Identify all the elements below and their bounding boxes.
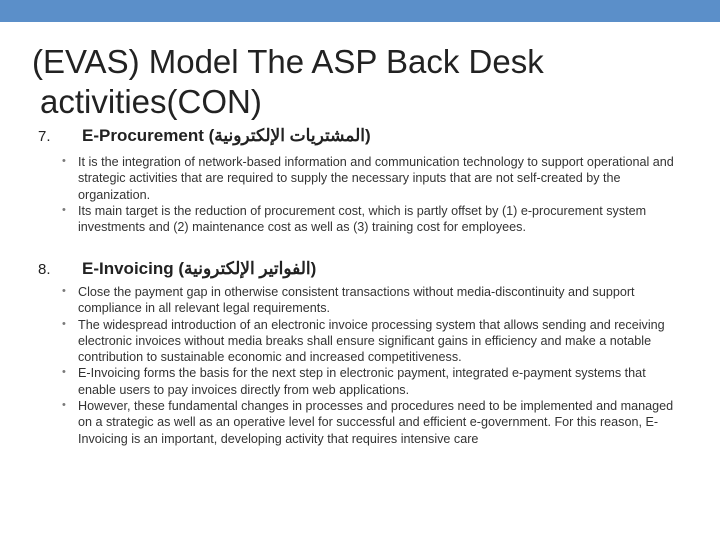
section-e-invoicing (38, 259, 316, 279)
bullet-list-e-procurement (62, 154, 682, 235)
bullet-icon: • (62, 317, 66, 330)
list-item (62, 398, 682, 447)
section-heading: E-Procurement (المشتريات الإلكترونية) (82, 126, 371, 145)
bullet-text: Its main target is the reduction of procurement cost, which is partly offset by (1) e-procurement system investments and (2) maintenance cost as well as (3) training cost for employees. (78, 203, 647, 235)
list-item (62, 203, 682, 236)
top-accent-bar (0, 0, 720, 22)
list-item (62, 154, 682, 203)
slide-title (32, 42, 672, 122)
bullet-icon: • (62, 399, 66, 412)
bullet-text: The widespread introduction of an electronic invoice processing system that allows sending and receiving electronic invoices without media breaks shall ensure significant gains in efficiency and make a notable contribution to sustainable economic and increased competitiveness. (78, 317, 665, 365)
section-e-procurement (38, 126, 371, 146)
bullet-icon: • (62, 155, 66, 167)
list-item (62, 317, 682, 366)
bullet-list-e-invoicing (62, 284, 682, 447)
bullet-icon: • (62, 203, 66, 216)
bullet-icon: • (62, 366, 66, 379)
bullet-icon: • (62, 285, 66, 297)
section-heading: E-Invoicing (الفواتير الإلكترونية) (82, 259, 317, 278)
bullet-text: However, these fundamental changes in processes and procedures need to be implemented and managed on a strategic as well as an operative level for successful and efficient e-government. For this reason, E-Invoicing is an important, developing activity that requires intensive care (78, 399, 674, 446)
list-item (62, 284, 682, 317)
list-item (62, 365, 682, 398)
slide-title-line2: activities(CON) (40, 83, 262, 120)
slide-title-line1: (EVAS) Model The ASP Back Desk (32, 43, 544, 80)
bullet-text: It is the integration of network-based information and communication technology to support operational and strategic activities that are required to supply the necessary inputs that are not self-created by the organization. (78, 155, 674, 202)
section-number: 8. (38, 261, 51, 278)
bullet-text: Close the payment gap in otherwise consistent transactions without media-discontinuity and support compliance in all relevant legal requirements. (78, 285, 635, 316)
section-number: 7. (38, 128, 51, 145)
bullet-text: E-Invoicing forms the basis for the next step in electronic payment, integrated e-payment systems that enable users to pay invoices directly from web applications. (78, 366, 646, 397)
